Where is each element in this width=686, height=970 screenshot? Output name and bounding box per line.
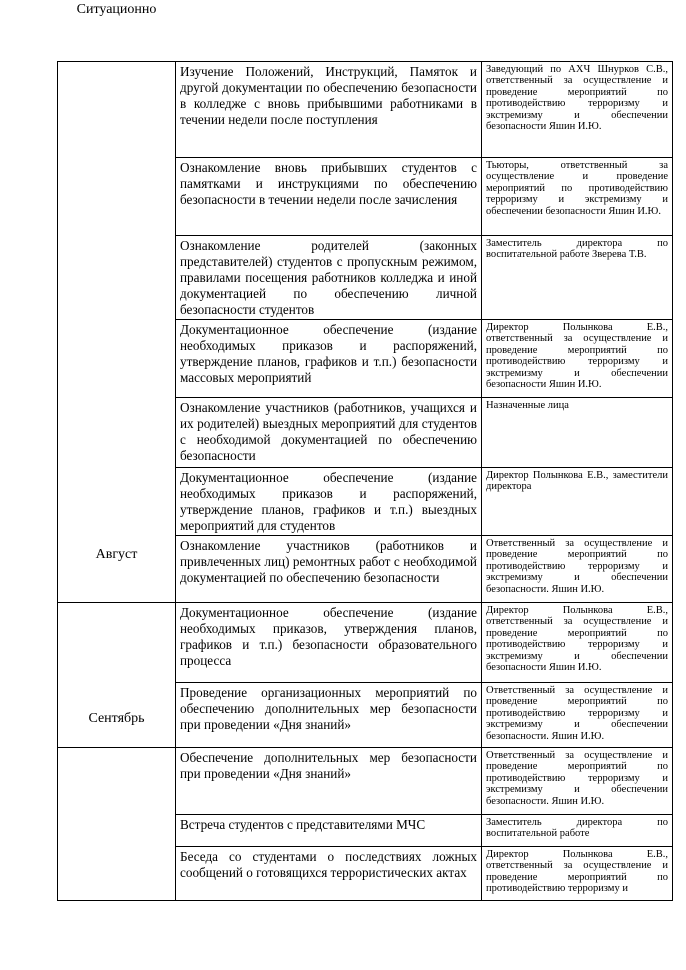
event-cell: Ознакомление участников (работников, учащихся и их родителей) выездных мероприятий для студентов с необходимой документацией по обеспечению безопасности: [176, 398, 482, 468]
table-row: [58, 748, 673, 815]
responsible-cell: Директор Полынкова Е.В., заместители директора: [482, 468, 673, 536]
event-cell: Беседа со студентами о последствиях ложных сообщений о готовящихся террористических актах: [176, 847, 482, 901]
responsible-cell: Тьюторы, ответственный за осуществление и проведение мероприятий по противодействию терроризму и экстремизму и обеспечении безопасности Яшин И.Ю.: [482, 158, 673, 236]
period-cell: Сентябрь: [58, 748, 176, 901]
responsible-cell: Заведующий по АХЧ Шнурков С.В., ответственный за осуществление и проведение мероприятий по противодействию терроризму и экстремизму и обеспечении безопасности Яшин И.Ю.: [482, 62, 673, 158]
period-cell: Август: [58, 603, 176, 748]
table-row: [58, 62, 673, 158]
responsible-cell: Директор Полынкова Е.В., ответственный за осуществление и проведение мероприятий по противодействию терроризму и экстремизму и обеспечении безопасности Яшин И.Ю.: [482, 603, 673, 683]
responsible-cell: Заместитель директора по воспитательной работе: [482, 815, 673, 847]
event-cell: Проведение организационных мероприятий по обеспечению дополнительных мер безопасности при проведении «Дня знаний»: [176, 683, 482, 748]
responsible-cell: Ответственный за осуществление и проведение мероприятий по противодействию терроризму и экстремизму и обеспечении безопасности. Яшин И.Ю.: [482, 536, 673, 603]
event-cell: Встреча студентов с представителями МЧС: [176, 815, 482, 847]
period-cell: Ситуационно: [58, 62, 176, 603]
event-cell: Ознакомление участников (работников и привлеченных лиц) ремонтных работ с необходимой документацией по обеспечению безопасности: [176, 536, 482, 603]
event-cell: Документационное обеспечение (издание необходимых приказов и распоряжений, утверждение планов, графиков и т.п.) безопасности массовых мероприятий: [176, 320, 482, 398]
responsible-cell: Заместитель директора по воспитательной работе Зверева Т.В.: [482, 236, 673, 320]
event-cell: Ознакомление родителей (законных представителей) студентов с пропускным режимом, правилами посещения работников колледжа и иной документацией по обеспечению личной безопасности студентов: [176, 236, 482, 320]
event-cell: Изучение Положений, Инструкций, Памяток и другой документации по обеспечению безопасности в колледже с вновь прибывшими работниками в течении недели после поступления: [176, 62, 482, 158]
responsible-cell: Назначенные лица: [482, 398, 673, 468]
table-row: [58, 603, 673, 683]
responsible-cell: Директор Полынкова Е.В., ответственный за осуществление и проведение мероприятий по противодействию терроризму и: [482, 847, 673, 901]
security-plan-table: [57, 2, 673, 901]
responsible-cell: Директор Полынкова Е.В., ответственный за осуществление и проведение мероприятий по противодействию терроризму и экстремизму и обеспечении безопасности Яшин И.Ю.: [482, 320, 673, 398]
event-cell: Документационное обеспечение (издание необходимых приказов, утверждения планов, графиков и т.п.) безопасности образовательного процесса: [176, 603, 482, 683]
event-cell: Обеспечение дополнительных мер безопасности при проведении «Дня знаний»: [176, 748, 482, 815]
event-cell: Ознакомление вновь прибывших студентов с памятками и инструкциями по обеспечению безопасности в течении недели после зачисления: [176, 158, 482, 236]
responsible-cell: Ответственный за осуществление и проведение мероприятий по противодействию терроризму и экстремизму и обеспечении безопасности. Яшин И.Ю.: [482, 683, 673, 748]
event-cell: Документационное обеспечение (издание необходимых приказов и распоряжений, утверждение планов, графиков и т.п.) выездных мероприятий для студентов: [176, 468, 482, 536]
responsible-cell: Ответственный за осуществление и проведение мероприятий по противодействию терроризму и экстремизму и обеспечении безопасности. Яшин И.Ю.: [482, 748, 673, 815]
